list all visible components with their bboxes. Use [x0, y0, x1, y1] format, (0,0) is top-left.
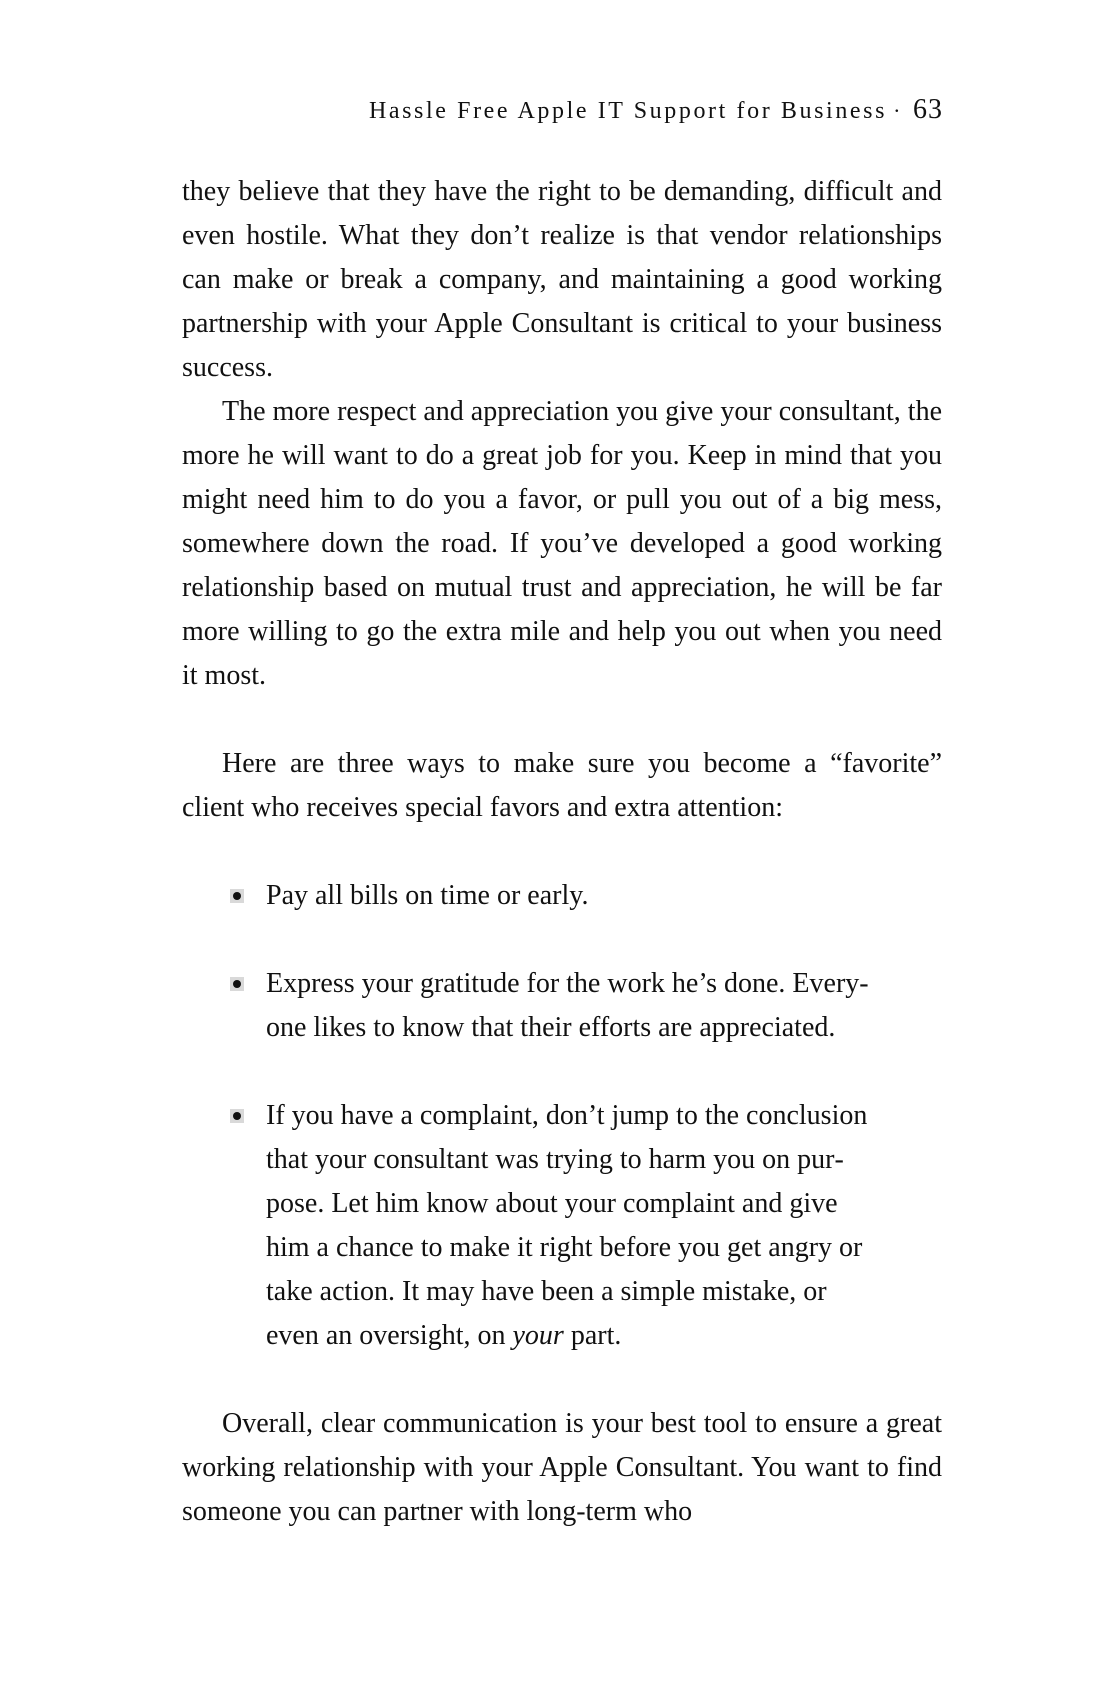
list-item-text-start: If you have a complaint, don’t jump to the conclusion that your consultant was trying to harm you on purpose. Let him know about your complaint and give him a chance to make it right before you get angry or take action. It may have been a simple mistake, or even an oversight, on — [266, 1100, 868, 1351]
bullet-icon — [230, 1109, 244, 1123]
list-item — [182, 874, 942, 918]
paragraph-intro-list: Here are three ways to make sure you become a “favorite” client who receives special favors and extra attention: — [182, 748, 942, 823]
list-item-text: Express your gratitude for the work he’s done. Everyone likes to know that their efforts are appreciated. — [266, 968, 869, 1043]
tips-list — [182, 874, 942, 1358]
list-item-text: Pay all bills on time or early. — [266, 880, 589, 911]
paragraph-continued: they believe that they have the right to be demanding, difficult and even hostile. What they don’t realize is that vendor relationships can make or break a company, and maintaining a good working partnership with your Apple Consultant is critical to your business success. — [182, 176, 942, 383]
list-item-text — [266, 1100, 867, 1351]
emphasis-your: your — [512, 1320, 564, 1351]
paragraph-closing: Overall, clear communication is your best tool to ensure a great working relationship with your Apple Consultant. You want to find someone you can partner with long-term who — [182, 1408, 942, 1527]
paragraph-respect: The more respect and appreciation you give your consultant, the more he will want to do a great job for you. Keep in mind that you might need him to do you a favor, or pull you out of a big mess, somewhere down the road. If you’ve developed a good working relationship based on mutual trust and appreciation, he will be far more willing to go the extra mile and help you out when you need it most. — [182, 396, 942, 691]
page-number: 63 — [913, 94, 943, 125]
running-header — [369, 94, 943, 126]
bullet-icon — [230, 889, 244, 903]
bullet-icon — [230, 977, 244, 991]
running-title: Hassle Free Apple IT Support for Business — [368, 98, 888, 124]
list-item — [182, 962, 942, 1050]
header-separator: · — [893, 98, 903, 123]
body-text — [182, 170, 942, 1534]
list-item — [182, 1094, 942, 1358]
list-item-text-end: part. — [563, 1320, 622, 1351]
